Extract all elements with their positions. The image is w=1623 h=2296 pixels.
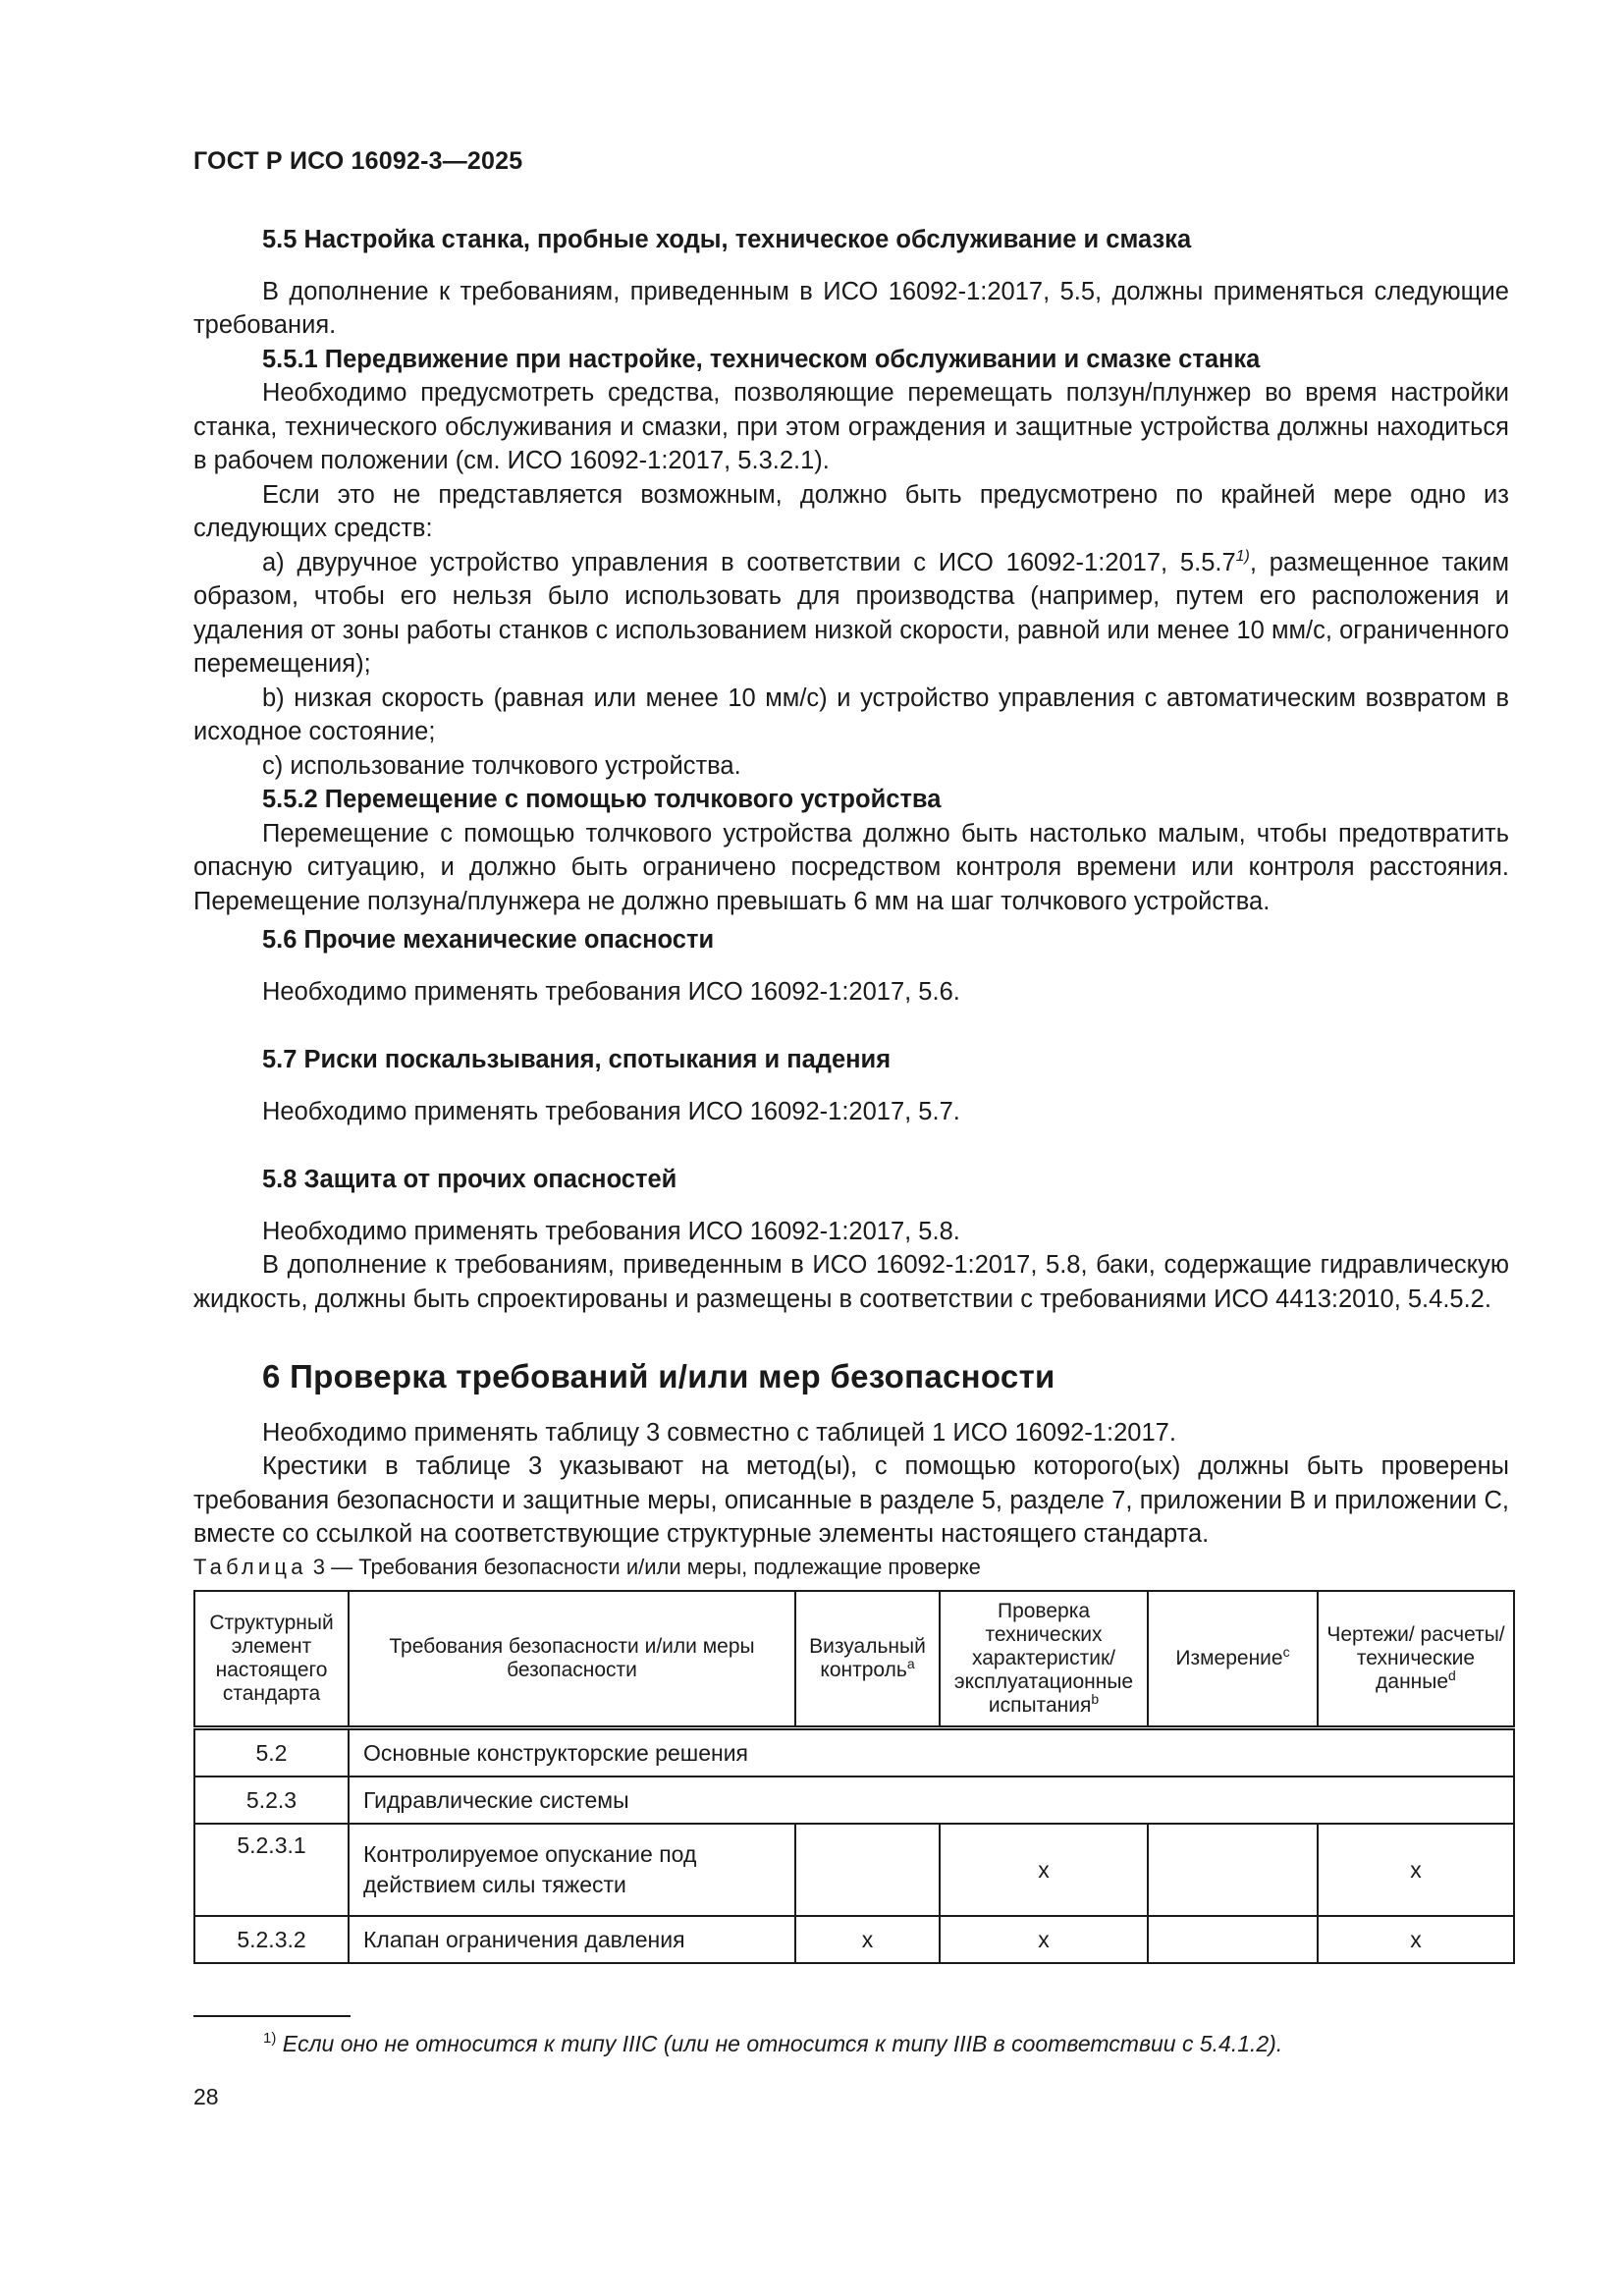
table-row (194, 1728, 1514, 1777)
section-5-5 (193, 223, 1509, 918)
para-5-5-2: Перемещение с помощью толчкового устройства должно быть настолько малым, чтобы предотвратить опасную ситуацию, и должно быть ограничено посредством контроля времени или контроля расстояния. Перемещение ползуна/плунжера не должно превышать 6 мм на шаг толчкового устройства. (193, 819, 1509, 915)
heading-5-7: 5.7 Риски поскальзывания, спотыкания и падения (262, 1046, 892, 1073)
para-5-7: Необходимо применять требования ИСО 16092-1:2017, 5.7. (262, 1097, 960, 1125)
document-header: ГОСТ Р ИСО 16092-3—2025 (193, 147, 523, 175)
para-5-8-a: Необходимо применять требования ИСО 16092-1:2017, 5.8. (262, 1217, 960, 1245)
cell-drawings: x (1318, 1824, 1514, 1916)
col-header-drawings: Чертежи/ расчеты/ технические данные$^d$ (1318, 1591, 1514, 1728)
cell-requirement: Контролируемое опускание под действием силы тяжести (349, 1824, 795, 1916)
table-row (194, 1916, 1514, 1963)
cell-element: 5.2.3 (194, 1777, 349, 1824)
cell-measure (1148, 1824, 1318, 1916)
list-item-c: c) использование толчкового устройства. (262, 751, 741, 780)
cell-measure (1148, 1916, 1318, 1963)
col-header-visual: Визуальный контроль$^a$ (795, 1591, 940, 1728)
cell-check: x (940, 1916, 1148, 1963)
heading-6: 6 Проверка требований и/или мер безопасности (262, 1358, 1055, 1394)
col-header-element: Структурный элемент настоящего стандарта (194, 1591, 349, 1728)
page-number: 28 (193, 2084, 219, 2109)
footnote-text: Если оно не относится к типу IIIC (или не относится к типу IIIB в соответствии с 5.4.1.2). (276, 2031, 1283, 2056)
para-5-5-1-a: Необходимо предусмотреть средства, позволяющие перемещать ползун/плунжер во время настройки станка, технического обслуживания и смазки, при этом ограждения и защитные устройства должны находиться в рабочем положении (см. ИСО 16092-1:2017, 5.3.2.1). (193, 379, 1509, 474)
cell-element: 5.2 (194, 1728, 349, 1777)
sections-5-6-to-5-8 (193, 923, 1509, 1316)
heading-5-6: 5.6 Прочие механические опасности (262, 926, 715, 954)
para-6-b: Крестики в таблице 3 указывают на метод(ы), с помощью которого(ых) должны быть проверены требования безопасности и защитные меры, описанные в разделе 5, разделе 7, приложении В и приложении С, вместе со ссылкой на соответствующие структурные элементы настоящего стандарта. (193, 1452, 1509, 1548)
footnote-ref[interactable]: 1) (1235, 547, 1250, 565)
para-5-8-b: В дополнение к требованиям, приведенным в ИСО 16092-1:2017, 5.8, баки, содержащие гидравлическую жидкость, должны быть спроектированы и размещены в соответствии с требованиями ИСО 4413:2010, 5.4.5.2. (193, 1251, 1509, 1313)
verification-table (193, 1590, 1515, 1964)
cell-requirement: Гидравлические системы (349, 1777, 1514, 1824)
table-caption: Таблица 3 — Требования безопасности и/или меры, подлежащие проверке (193, 1555, 981, 1579)
heading-5-5-1: 5.5.1 Передвижение при настройке, техническом обслуживании и смазке станка (262, 345, 1261, 373)
cell-element: 5.2.3.1 (194, 1824, 349, 1916)
heading-5-5: 5.5 Настройка станка, пробные ходы, техническое обслуживание и смазка (262, 226, 1192, 253)
col-header-measure: Измерение$^c$ (1148, 1591, 1318, 1728)
section-6 (193, 1360, 1509, 1552)
cell-visual: x (795, 1916, 940, 1963)
cell-element: 5.2.3.2 (194, 1916, 349, 1963)
list-item-a (193, 546, 1509, 682)
para-5-5-intro: В дополнение к требованиям, приведенным в ИСО 16092-1:2017, 5.5, должны применяться следующие требования. (193, 277, 1509, 339)
footnote-mark: 1) (263, 2030, 277, 2047)
cell-check: x (940, 1824, 1148, 1916)
cell-visual (795, 1824, 940, 1916)
cell-requirement: Клапан ограничения давления (349, 1916, 795, 1963)
para-5-6: Необходимо применять требования ИСО 16092-1:2017, 5.6. (262, 977, 960, 1006)
para-5-5-1-b: Если это не представляется возможным, должно быть предусмотрено по крайней мере одно из следующих средств: (193, 480, 1509, 542)
heading-5-5-2: 5.5.2 Перемещение с помощью толчкового устройства (262, 786, 942, 813)
list-item-a-text: а) двуручное устройство управления в соответствии с ИСО 16092-1:2017, 5.5.7 (262, 548, 1236, 576)
heading-5-8: 5.8 Защита от прочих опасностей (262, 1166, 677, 1193)
table-row (194, 1824, 1514, 1916)
list-item-b: b) низкая скорость (равная или менее 10 мм/с) и устройство управления с автоматическим возвратом в исходное состояние; (193, 683, 1509, 745)
col-header-requirement: Требования безопасности и/или меры безопасности (349, 1591, 795, 1728)
list-item-a-text-rest: , размещенное таким образом, чтобы его нельзя было использовать для производства (например, путем его расположения и удаления от зоны работы станков с использованием низкой скорости, равной или менее 10 мм/с, ограниченного перемещения); (193, 548, 1509, 678)
footnote-divider (193, 2015, 351, 2017)
footnote (263, 2031, 1282, 2057)
cell-requirement: Основные конструкторские решения (349, 1728, 1514, 1777)
cell-drawings: x (1318, 1916, 1514, 1963)
para-6-a: Необходимо применять таблицу 3 совместно с таблицей 1 ИСО 16092-1:2017. (262, 1418, 1176, 1447)
table-header-row (194, 1591, 1514, 1728)
col-header-check: Проверка технических характеристик/ эксплуатационные испытания$^b$ (940, 1591, 1148, 1728)
table-row (194, 1777, 1514, 1824)
